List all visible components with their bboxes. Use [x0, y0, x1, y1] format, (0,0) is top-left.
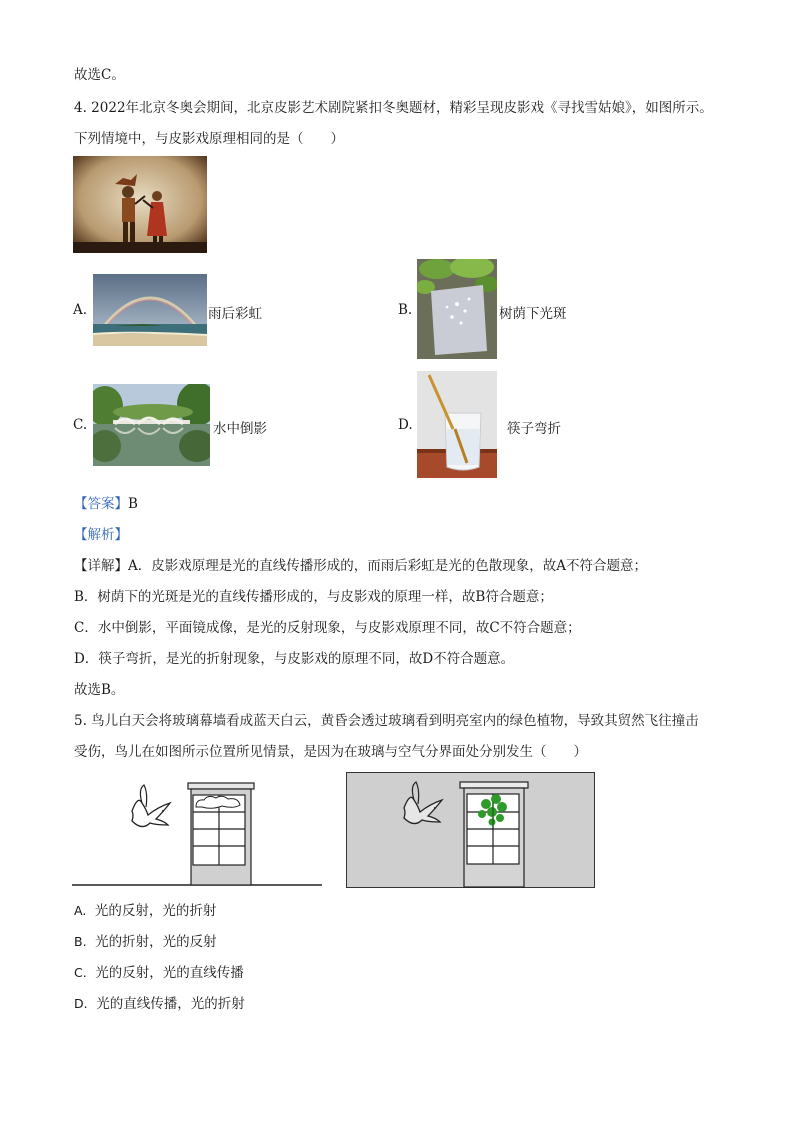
q5-option-a-letter: A. — [74, 903, 87, 918]
answer-tag: 【答案】 — [74, 496, 128, 512]
q5-option-d-letter: D. — [74, 996, 88, 1011]
q4-answer-row — [74, 495, 138, 513]
q5-option-a-text: 光的反射，光的折射 — [94, 903, 217, 919]
q5-option-b-letter: B. — [74, 934, 87, 949]
detail-text-a: A．皮影戏原理是光的直线传播形成的，而雨后彩虹是光的色散现象，故A不符合题意； — [128, 558, 647, 574]
q4-option-b-text: 树荫下光斑 — [499, 306, 567, 322]
q4-conclusion: 故选B。 — [74, 682, 125, 698]
q4-stem-line1: 4. 2022年北京冬奥会期间，北京皮影艺术剧院紧扣冬奥题材，精彩呈现皮影戏《寻找雪姑娘》，如图所示。 — [74, 100, 713, 116]
q4-option-c-letter: C. — [73, 417, 88, 433]
q4-stem-line2: 下列情境中，与皮影戏原理相同的是（ ） — [74, 131, 344, 147]
q5-stem-line1: 5. 鸟儿白天会将玻璃幕墙看成蓝天白云，黄昏会透过玻璃看到明亮室内的绿色植物，导致其贸然飞往撞击 — [74, 713, 699, 729]
q4-option-a-letter: A. — [73, 302, 88, 318]
q4-option-a-text: 雨后彩虹 — [208, 306, 262, 322]
q4-option-d-text: 筷子弯折 — [507, 421, 561, 437]
q4-option-d-letter: D. — [398, 417, 413, 433]
q4-option-c-text: 水中倒影 — [213, 421, 267, 437]
rainbow-image — [93, 274, 207, 346]
bridge-reflection-image — [93, 384, 210, 466]
shadow-puppet-image — [73, 156, 207, 253]
prev-conclusion: 故选C。 — [74, 67, 125, 83]
analysis-tag: 【解析】 — [74, 527, 128, 543]
q5-option-b — [74, 933, 217, 951]
detail-tag: 【详解】 — [74, 558, 128, 574]
q4-option-b-letter: B. — [398, 302, 413, 318]
daytime-glass-wall-diagram — [72, 775, 324, 890]
leaf-shadow-light-spots-image — [417, 259, 497, 359]
q5-option-c-text: 光的反射，光的直线传播 — [95, 965, 244, 981]
chopsticks-in-water-image — [417, 371, 497, 478]
q5-stem-line2: 受伤，鸟儿在如图所示位置所见情景，是因为在玻璃与空气分界面处分别发生（ ） — [74, 744, 587, 760]
detail-line-d: D．筷子弯折，是光的折射现象，与皮影戏的原理不同，故D不符合题意。 — [74, 651, 515, 667]
detail-line-b: B．树荫下的光斑是光的直线传播形成的，与皮影戏的原理一样，故B符合题意； — [74, 589, 553, 605]
q5-option-d — [74, 995, 245, 1013]
q5-option-d-text: 光的直线传播，光的折射 — [96, 996, 245, 1012]
q5-option-b-text: 光的折射，光的反射 — [95, 934, 217, 950]
dusk-glass-wall-diagram — [346, 772, 596, 889]
detail-line-c: C．水中倒影，平面镜成像，是光的反射现象，与皮影戏原理不同，故C不符合题意； — [74, 620, 581, 636]
q5-option-a — [74, 902, 216, 920]
detail-line-a — [74, 557, 647, 575]
q5-option-c — [74, 964, 244, 982]
q5-option-c-letter: C. — [74, 965, 87, 980]
answer-value: B — [128, 496, 138, 512]
